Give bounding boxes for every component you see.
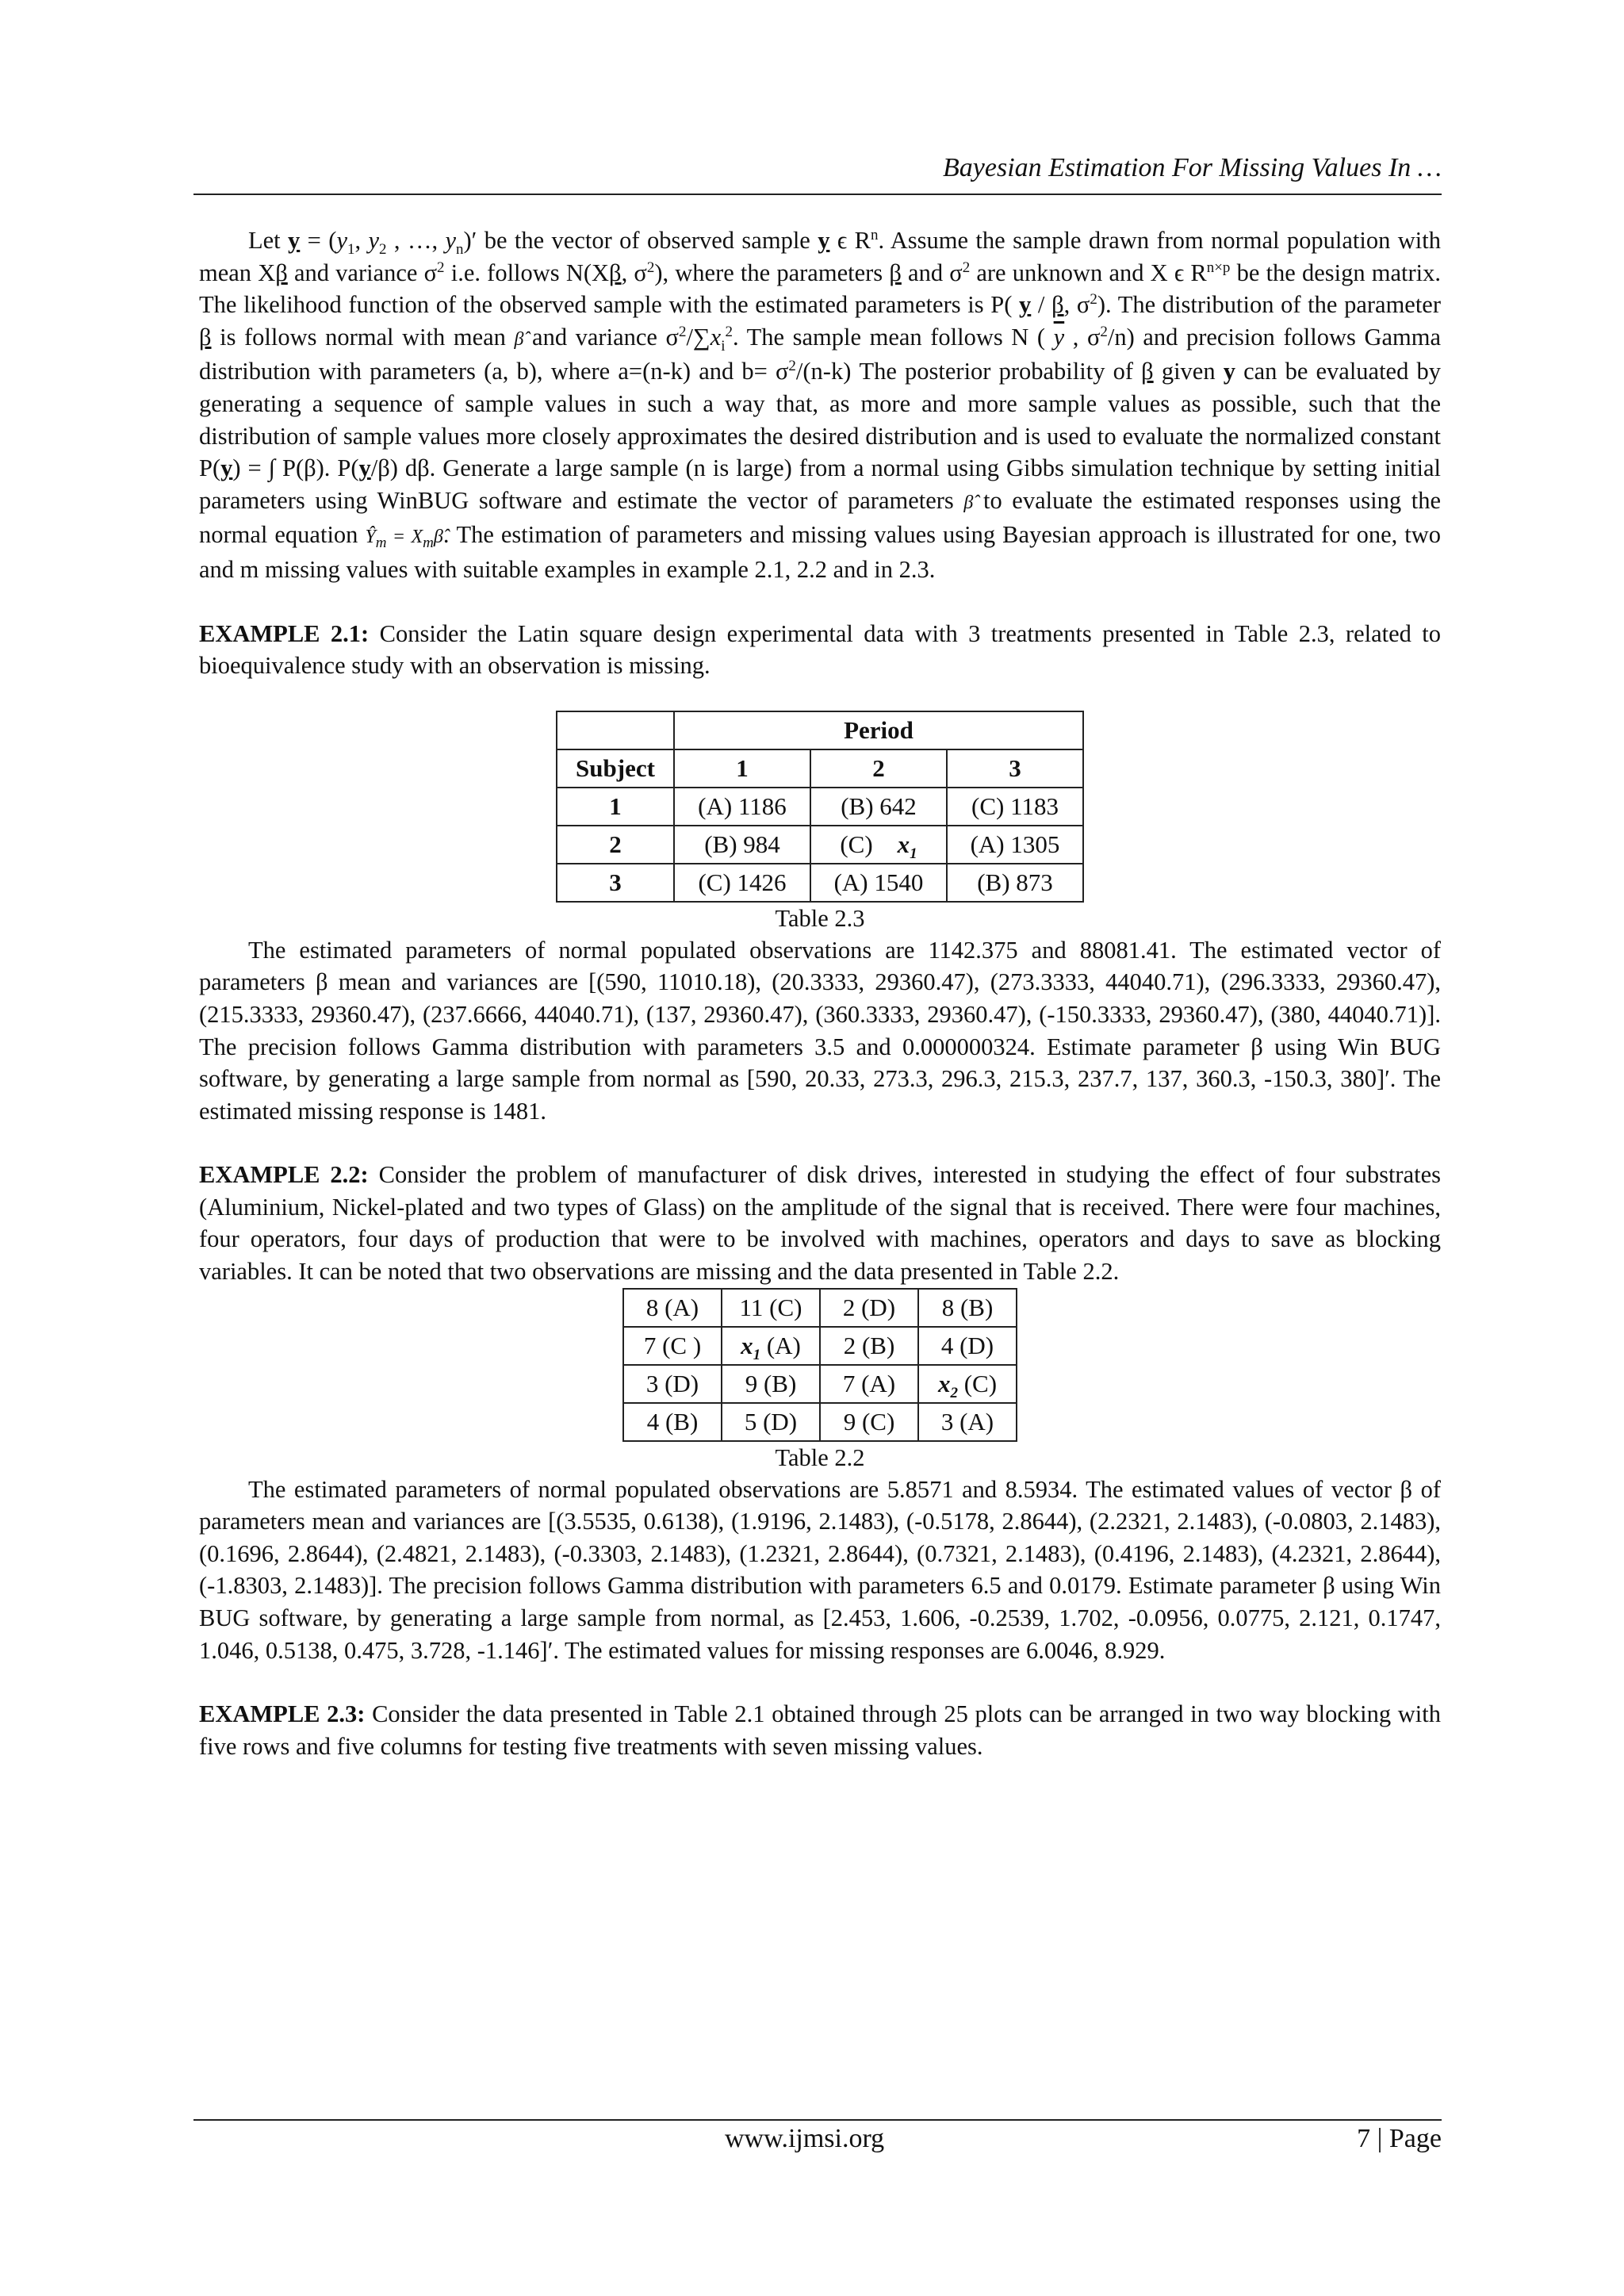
table-row: 3 (C) 1426 (A) 1540 (B) 873 [557, 864, 1083, 902]
example-2-3-paragraph: EXAMPLE 2.3: Consider the data presented in Table 2.1 obtained through 25 plots can be arranged in two way blocking with five rows and five columns for testing five treatments with seven missing values. [199, 1700, 1441, 1760]
table-row: 4 (B) 5 (D) 9 (C) 3 (A) [623, 1403, 1017, 1441]
table-2-2 [622, 1288, 1017, 1442]
period-col-2: 2 [810, 749, 947, 788]
subject-header: Subject [557, 749, 674, 788]
example-2-2-paragraph: EXAMPLE 2.2: Consider the problem of manufacturer of disk drives, interested in studying the effect of four substrates (Aluminium, Nickel-plated and two types of Glass) on the amplitude of the signal that is received. There were four machines, four operators, four days of production that were to be involved with machines, operators and days to save as blocking variables. It can be noted that two observations are missing and the data presented in Table 2.2. [199, 1161, 1441, 1286]
page-body [199, 224, 1441, 1762]
example-2-2-result: The estimated parameters of normal populated observations are 5.8571 and 8.5934. The estimated values of vector β of parameters mean and variances are [(3.5535, 0.6138), (1.9196, 2.1483), (-0.5178, 2.8644), (2.2321, 2.1483), (-0.0803, 2.1483), (0.1696, 2.8644), (2.4821, 2.1483), (-0.3303, 2.1483), (1.2321, 2.8644), (0.7321, 2.1483), (0.4196, 2.1483), (4.2321, 2.8644), (-1.8303, 2.1483)]. The precision follows Gamma distribution with parameters 6.5 and 0.0179. Estimate parameter β using Win BUG software, by generating a large sample from normal, as [2.453, 1.606, -0.2539, 1.702, -0.0956, 0.0775, 2.121, 0.1747, 1.046, 0.5138, 0.475, 3.728, -1.146]′. The estimated values for missing responses are 6.0046, 8.929. [199, 1475, 1441, 1664]
period-col-1: 1 [674, 749, 810, 788]
footer-url: www.ijmsi.org [725, 2124, 885, 2153]
table-row: 7 (C ) $x_1$ (A) 2 (B) 4 (D) [623, 1327, 1017, 1365]
table-2-3-caption: Table 2.3 [775, 904, 865, 932]
table-row: 8 (A) 11 (C) 2 (D) 8 (B) [623, 1289, 1017, 1327]
page-number: 7 | Page [1357, 2124, 1442, 2153]
period-col-3: 3 [947, 749, 1083, 788]
intro-paragraph: Let $y = (y_1$, $y_2$ , …, $y_n)'$ be the vector of observed sample y ϵ $R^n$. Assume the sample drawn from normal population with mean Xβ and variance $\sigma^2$ i.e. follows N(Xβ, $\sigma^2$), where the parameters β and $\sigma^2$ are unknown and X ϵ $R^{n\times p}$ be the design matrix. The likelihood function of the observed sample with the estimated parameters is P( y / β, $\sigma^2$). The distribution of the parameter β is follows normal with mean β̂ and variance $\sigma^2/\sum x_i^2$. The sample mean follows N ( $\overline{y}$ , $\sigma^2/n$) and precision follows Gamma distribution with parameters (a, b), where a=(n-k) and $b= \sigma^2/(n-k)$ The posterior probability of β given y can be evaluated by generating a sequence of sample values in such a way that, as more and more sample values as possible, such that the distribution of sample values more closely approximates the desired distribution and is used to evaluate the normalized constant P(y) = ∫ P(β). P(y/β) dβ. Generate a large sample (n is large) from a normal using Gibbs simulation technique by setting initial parameters using WinBUG software and estimate the vector of parameters β̂ to evaluate the estimated responses using the normal equation $Ŷ_m$ = $X_m\betâ$. The estimation of parameters and missing values using Bayesian approach is illustrated for one, two and m missing values with suitable examples in example 2.1, 2.2 and in 2.3. [199, 226, 1442, 583]
period-header: Period [674, 711, 1083, 749]
footer-rule [193, 2119, 1442, 2121]
example-2-1-paragraph: EXAMPLE 2.1: Consider the Latin square design experimental data with 3 treatments presented in Table 2.3, related to bioequivalence study with an observation is missing. [199, 619, 1442, 680]
table-2-3 [556, 711, 1084, 903]
table-row: 1 (A) 1186 (B) 642 (C) 1183 [557, 788, 1083, 826]
running-header: Bayesian Estimation For Missing Values In … [943, 153, 1442, 182]
example-2-1-result: The estimated parameters of normal populated observations are 1142.375 and 88081.41. The estimated vector of parameters β mean and variances are [(590, 11010.18), (20.3333, 29360.47), (273.3333, 44040.71), (296.3333, 29360.47), (215.3333, 29360.47), (237.6666, 44040.71), (137, 29360.47), (360.3333, 29360.47), (-150.3333, 29360.47), (380, 44040.71)]. The precision follows Gamma distribution with parameters 3.5 and 0.000000324. Estimate parameter β using Win BUG software, by generating a large sample from normal as [590, 20.33, 273.3, 296.3, 215.3, 237.7, 137, 360.3, -150.3, 380]′. The estimated missing response is 1481. [199, 936, 1441, 1125]
table-row: 2 (B) 984 (C) $x_1$ (A) 1305 [557, 826, 1083, 864]
header-rule [193, 194, 1442, 195]
table-2-2-caption: Table 2.2 [775, 1443, 865, 1471]
table-row: 3 (D) 9 (B) 7 (A) $x_2$ (C) [623, 1365, 1017, 1403]
